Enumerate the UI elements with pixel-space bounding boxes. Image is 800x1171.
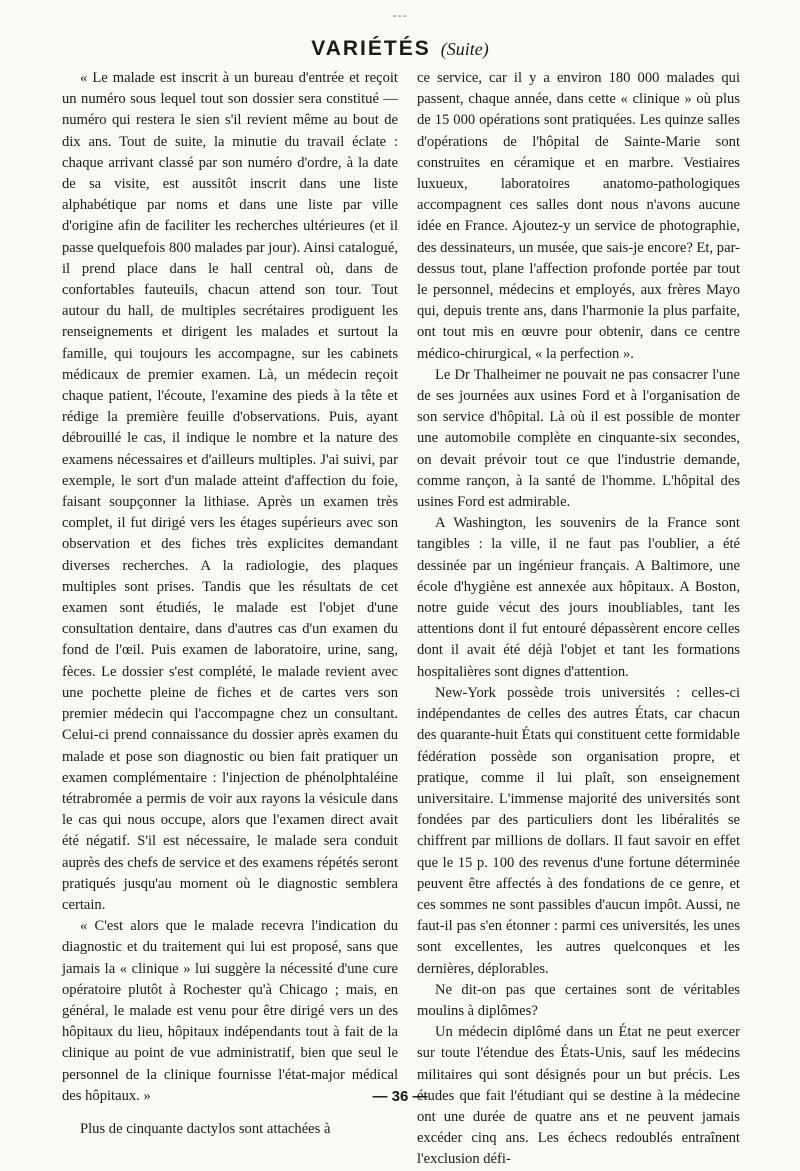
page-number: — 36 — [372,1088,428,1105]
paragraph: « Le malade est inscrit à un bureau d'entrée et reçoit un numéro sous lequel tout son dossier sera constitué — numéro qui restera le sien s'il revient même au bout de dix ans. Tout de suite, la minutie du travail éclate : chaque arrivant classé par son numéro d'ordre, à la date de sa visite, est aussitôt inscrit dans une liste alphabétique par noms et dans une liste par ville d'origine afin de faciliter les recherches ultérieures (et il passe quelquefois 800 malades par jour). Ainsi catalogué, il prend place dans le hall central où, dans de confortables fauteuils, chacun attend son tour. Tout autour du hall, de multiples secrétaires prodiguent les renseignements et dirigent les malades et surtout la famille, qui toujours les accompagne, sur les cabinets médicaux de premier examen. Là, un médecin reçoit chaque patient, l'écoute, l'examine des pieds à la tête et rédige la première feuille d'observations. Puis, ayant débrouillé le cas, il indique le nombre et la nature des examens nécessaires et d'ailleurs multiples. J'ai suivi, par exemple, le sort d'un malade atteint d'affection du foie, faisant soupçonner la lithiase. Après un examen très complet, il fut dirigé vers les étages supérieurs avec son observation et des fiches très explicites demandant diverses recherches. A la radiologie, des plaques multiples sont prises. Tandis que les résultats de cet examen sont étudiés, le malade est l'objet d'une consultation dentaire, dans d'autres cas d'un examen du fond de l'œil. Puis examen de laboratoire, urine, sang, fèces. Le dossier s'est complété, le malade revient avec une pochette pleine de fiches et de cartes vers son premier médecin qui l'accompagne chez un consultant. Celui-ci prend connaissance du dossier après examen du malade et pose son diagnostic ou bien fait pratiquer un examen complémentaire : l'injection de phénolphtaléine tétrabromée a permis de voir aux rayons la vésicule dans le cas qui nous occupe, alors que l'examen direct avait été négatif. S'il est nécessaire, le malade sera conduit auprès des chefs de service et des examens répétés seront pratiqués jusqu'au moment où le diagnostic semblera certain. [62,70,398,913]
paragraph: Le Dr Thalheimer ne pouvait ne pas consacrer l'une de ses journées aux usines Ford et à l'organisation de son service d'hôpital. Là où il est possible de monter une automobile complète en cinquante-six secondes, on devait prévoir tout ce que l'industrie demande, comme rançon, à la santé de l'homme. L'hôpital des usines Ford est admirable. [417,366,740,511]
page-header [0,34,800,66]
paragraph: Plus de cinquante dactylos sont attachées à [80,1120,331,1137]
paragraph: A Washington, les souvenirs de la France sont tangibles : la ville, il ne faut pas l'oublier, a été dessinée par un ingénieur français. A Baltimore, une école d'hygiène est annexée aux hôpitaux. A Boston, notre guide vécut des jours inoubliables, tant les attentions dont il fut entouré dépassèrent encore celles dont il avait été déjà l'objet et tant les formations hospitalières sont dignes d'attention. [417,515,740,680]
paragraph: New-York possède trois universités : celles-ci indépendantes de celles des autres États, car chacun des quarante-huit États qui constituent cette formidable fédération possède son organisation propre, et pratique, comme il lui plaît, son enseignement universitaire. L'immense majorité des universités sont fondées par des particuliers dont les libéralités se chiffrent par millions de dollars. Il faut savoir en effet que le 15 p. 100 des revenus d'une fortune déterminée peuvent être affectés à des fondations de ce genre, et ces sommes ne sont passibles d'aucun impôt. Aussi, ne faut-il pas s'en étonner : parmi ces universités, les unes sont excellentes, les autres quelconques et les dernières, déplorables. [417,684,740,977]
paragraph: « C'est alors que le malade recevra l'indication du diagnostic et du traitement qui lui est proposé, sans que jamais la « clinique » lui suggère la nécessité d'une cure opératoire plutôt à Rochester qu'à Chicago ; mais, en général, le malade est venu pour être dirigé vers un des hôpitaux du lieu, hôpitaux indépendants tout à fait de la clinique au point de vue administratif, bien que seul le personnel de la clinique fournisse l'état-major médical des hôpitaux. » [62,918,398,1104]
right-column [417,68,740,1171]
page-title: VARIÉTÉS [311,37,431,60]
paragraph: Un médecin diplômé dans un État ne peut exercer sur toute l'étendue des États-Unis, sauf les médecins militaires qui sont désignés pour un but précis. Les études que fait l'étudiant qui se destine à la médecine ont une durée de quatre ans et ne peuvent jamais excéder cinq ans. Les échecs redoublés entraînent l'exclusion défi- [417,1024,740,1168]
top-mark: --- [392,8,408,22]
paragraph: ce service, car il y a environ 180 000 malades qui passent, chaque année, dans cette « clinique » où plus de 15 000 opérations sont pratiquées. Les quinze salles d'opérations de l'hôpital de Sainte-Marie sont construites en céramique et en marbre. Vestiaires luxueux, laboratoires anatomo-pathologiques accompagnent ces salles dont nous n'avons aucune idée en France. Ajoutez-y un service de photographie, des dessinateurs, un musée, que sais-je encore? Et, par-dessus tout, plane l'affection profonde portée par tout le personnel, médecins et employés, aux frères Mayo qui, depuis trente ans, dans l'harmonie la plus parfaite, ont tout mis en œuvre pour obtenir, dans ce centre médico-chirurgical, « la perfection ». [417,70,740,362]
paragraph: Ne dit-on pas que certaines sont de véritables moulins à diplômes? [417,981,740,1019]
page-subtitle: (Suite) [440,39,489,59]
left-column [62,68,398,1140]
